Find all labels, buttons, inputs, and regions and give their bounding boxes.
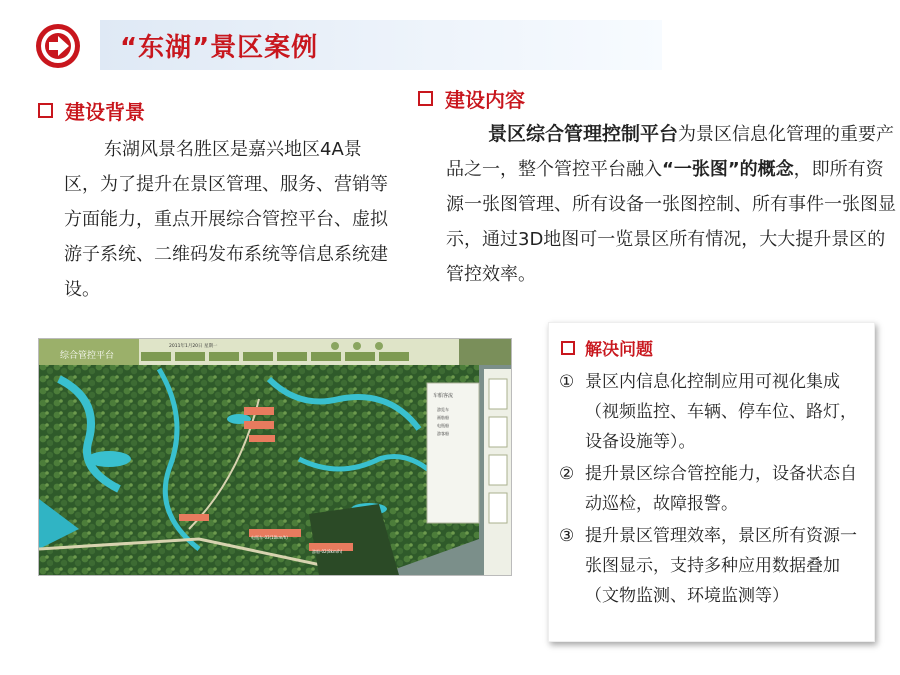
panel-item-1: 游览车 [437,407,449,412]
background-heading [38,96,145,125]
background-heading-text: 建设背景 [65,100,145,124]
panel-item-2: 画舫船 [437,415,449,420]
toolbar-date: 2011年1月20日 星期一 [169,344,218,349]
content-lead: 景区综合管理控制平台 [488,123,679,145]
list-item-number: ③ [559,526,575,546]
map-marker [179,514,209,521]
solution-heading-text: 解决问题 [585,340,653,360]
map-marker [244,407,274,415]
square-bullet-icon [418,91,433,106]
square-bullet-icon [561,341,575,355]
marker-label-2: 游船-02(8km/h) [312,549,343,554]
background-paragraph: 东湖风景名胜区是嘉兴地区4A景区，为了提升在景区管理、服务、营销等方面能力，重点开展综合管控平台、虚拟游子系统、二维码发布系统等信息系统建设。 [64,139,388,300]
solution-card [548,322,875,642]
content-heading [418,84,525,113]
content-heading-text: 建设内容 [445,88,525,112]
map-marker [244,421,274,429]
app-title: 综合管控平台 [59,351,115,361]
list-item [559,367,864,457]
list-item-text: 提升景区综合管控能力，设备状态自动巡检，故障报警。 [585,464,857,514]
list-item-text: 景区内信息化控制应用可视化集成（视频监控、车辆、停车位、路灯，设备设施等）。 [585,372,857,452]
content-part2: ，即所有资源一张图管理、所有设备一张图控制、所有事件一张图显示，通过3D地图可一览景区所有情况，大大提升景区的管控效率。 [446,159,896,285]
content-part1: 为景区信息化管理的重要产品之一，整个管控平台融入 [446,124,895,180]
map-marker [249,435,275,442]
platform-map [39,339,511,575]
list-item [559,459,864,519]
panel-title: 车船客流 [433,393,454,399]
square-bullet-icon [38,103,53,118]
panel-item-3: 电瓶船 [437,423,449,428]
platform-screenshot [38,338,512,576]
solution-list [559,367,864,613]
solution-heading [561,335,653,360]
background-text [64,132,389,307]
page-title: “东湖”景区案例 [120,33,319,63]
list-item [559,521,864,611]
list-item-text: 提升景区管理效率，景区所有资源一张图显示，支持多种应用数据叠加（文物监测、环境监测等） [585,526,857,606]
panel-item-4: 游客船 [437,431,449,436]
content-text [446,117,896,292]
arrow-right-icon [36,24,80,68]
content-highlight: “一张图”的概念 [662,159,794,180]
list-item-number: ① [559,372,575,392]
list-item-number: ② [559,464,575,484]
marker-label-1: 电瓶车-03(10km/h) [251,535,288,540]
